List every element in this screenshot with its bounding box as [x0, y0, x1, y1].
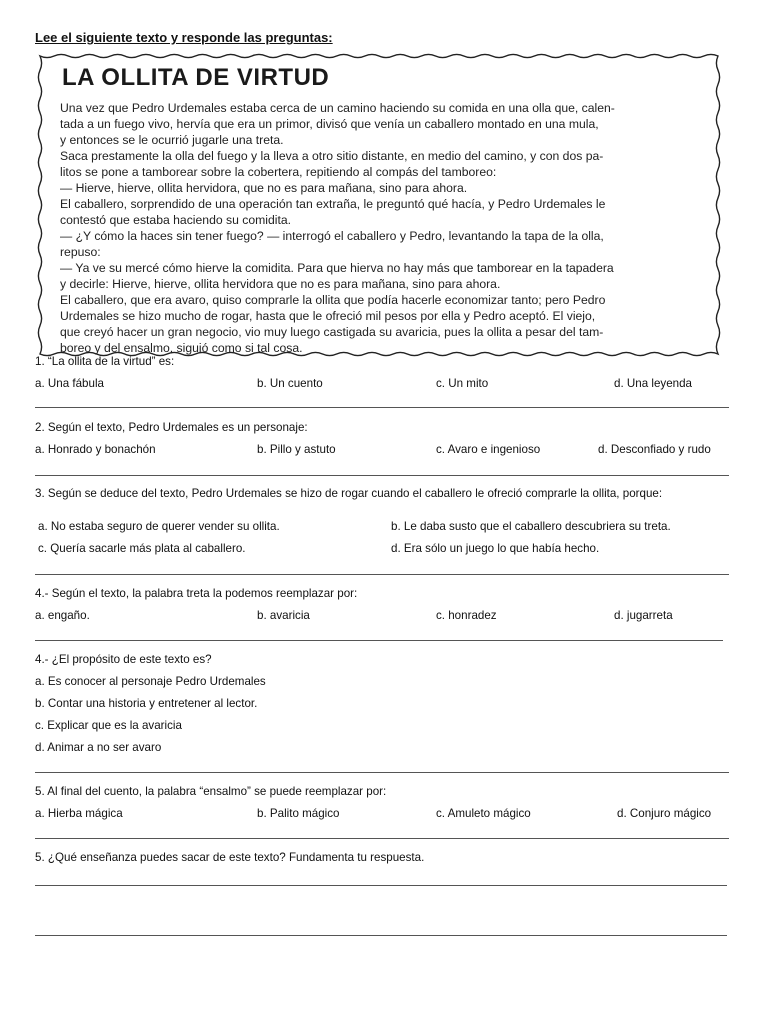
question-4-option-a[interactable]: a. engaño.	[35, 609, 90, 622]
story-line: El caballero, que era avaro, quiso comprarle la ollita que podía hacerle economizar tanto; pero Pedro	[60, 293, 606, 307]
question-7-prompt: 5. ¿Qué enseñanza puedes sacar de este texto? Fundamenta tu respuesta.	[35, 851, 425, 864]
answer-line[interactable]	[35, 935, 727, 936]
question-4-option-c[interactable]: c. honradez	[436, 609, 497, 622]
question-2-option-a[interactable]: a. Honrado y bonachón	[35, 443, 156, 456]
story-line: tada a un fuego vivo, hervía que era un primor, divisó que venía un caballero montado en una mula,	[60, 117, 599, 131]
story-line: litos se pone a tamborear sobre la cobertera, repitiendo al compás del tamboreo:	[60, 165, 497, 179]
story-line: Urdemales se hizo mucho de rogar, hasta que le ofreció mil pesos por ella y Pedro aceptó. El viejo,	[60, 309, 596, 323]
question-2-option-d[interactable]: d. Desconfiado y rudo	[598, 443, 711, 456]
question-1-option-a[interactable]: a. Una fábula	[35, 377, 104, 390]
story-line: boreo y del ensalmo, siguió como si tal cosa.	[60, 341, 303, 355]
question-3-option-a[interactable]: a. No estaba seguro de querer vender su ollita.	[38, 520, 280, 533]
divider-line	[35, 574, 729, 575]
story-line: y decirle: Hierve, hierve, ollita hervidora que no es para mañana, sino para ahora.	[60, 277, 501, 291]
question-4-option-b[interactable]: b. avaricia	[257, 609, 310, 622]
question-2-option-b[interactable]: b. Pillo y astuto	[257, 443, 336, 456]
question-2-prompt: 2. Según el texto, Pedro Urdemales es un personaje:	[35, 421, 308, 434]
question-5-prompt: 4.- ¿El propósito de este texto es?	[35, 653, 212, 666]
question-6-option-b[interactable]: b. Palito mágico	[257, 807, 340, 820]
question-3-option-b[interactable]: b. Le daba susto que el caballero descubriera su treta.	[391, 520, 671, 533]
story-title: LA OLLITA DE VIRTUD	[62, 64, 330, 91]
question-2-option-c[interactable]: c. Avaro e ingenioso	[436, 443, 541, 456]
story-line: — Hierve, hierve, ollita hervidora, que no es para mañana, sino para ahora.	[60, 181, 468, 195]
divider-line	[35, 407, 729, 408]
question-3-option-c[interactable]: c. Quería sacarle más plata al caballero.	[38, 542, 246, 555]
story-line: contestó que estaba haciendo su comidita.	[60, 213, 292, 227]
divider-line	[35, 640, 723, 641]
worksheet-heading: Lee el siguiente texto y responde las preguntas:	[35, 30, 333, 45]
story-line: Una vez que Pedro Urdemales estaba cerca de un camino haciendo su comida en una olla que, calen-	[60, 101, 615, 115]
question-5-option-d[interactable]: d. Animar a no ser avaro	[35, 741, 162, 754]
story-line: — Ya ve su mercé cómo hierve la comidita. Para que hierva no hay más que tamborear en la tapadera	[60, 261, 614, 275]
divider-line	[35, 475, 729, 476]
question-6-option-c[interactable]: c. Amuleto mágico	[436, 807, 531, 820]
story-line: repuso:	[60, 245, 101, 259]
question-5-option-b[interactable]: b. Contar una historia y entretener al lector.	[35, 697, 258, 710]
question-5-option-c[interactable]: c. Explicar que es la avaricia	[35, 719, 182, 732]
question-5-option-a[interactable]: a. Es conocer al personaje Pedro Urdemales	[35, 675, 266, 688]
story-line: — ¿Y cómo la haces sin tener fuego? — interrogó el caballero y Pedro, levantando la tapa de la olla,	[60, 229, 604, 243]
question-1-option-b[interactable]: b. Un cuento	[257, 377, 323, 390]
story-line: y entonces se le ocurrió jugarle una treta.	[60, 133, 284, 147]
question-6-option-d[interactable]: d. Conjuro mágico	[617, 807, 712, 820]
question-3-prompt: 3. Según se deduce del texto, Pedro Urdemales se hizo de rogar cuando el caballero le ofreció comprarle la ollita, porque:	[35, 487, 663, 500]
question-1-prompt: 1. “La ollita de la virtud” es:	[35, 355, 175, 368]
divider-line	[35, 838, 729, 839]
question-4-prompt: 4.- Según el texto, la palabra treta la podemos reemplazar por:	[35, 587, 358, 600]
divider-line	[35, 772, 729, 773]
story-line: El caballero, sorprendido de una operación tan extraña, le preguntó qué hacía, y Pedro Urdemales le	[60, 197, 606, 211]
story-line: Saca prestamente la olla del fuego y la lleva a otro sitio distante, en medio del camino, y con dos pa-	[60, 149, 604, 163]
question-1-option-c[interactable]: c. Un mito	[436, 377, 489, 390]
answer-line[interactable]	[35, 885, 727, 886]
question-3-option-d[interactable]: d. Era sólo un juego lo que había hecho.	[391, 542, 600, 555]
question-6-prompt: 5. Al final del cuento, la palabra “ensalmo” se puede reemplazar por:	[35, 785, 387, 798]
question-4-option-d[interactable]: d. jugarreta	[614, 609, 673, 622]
question-6-option-a[interactable]: a. Hierba mágica	[35, 807, 123, 820]
question-1-option-d[interactable]: d. Una leyenda	[614, 377, 692, 390]
story-line: que creyó hacer un gran negocio, vio muy luego castigada su avaricia, pues la ollita a pesar del tam-	[60, 325, 604, 339]
